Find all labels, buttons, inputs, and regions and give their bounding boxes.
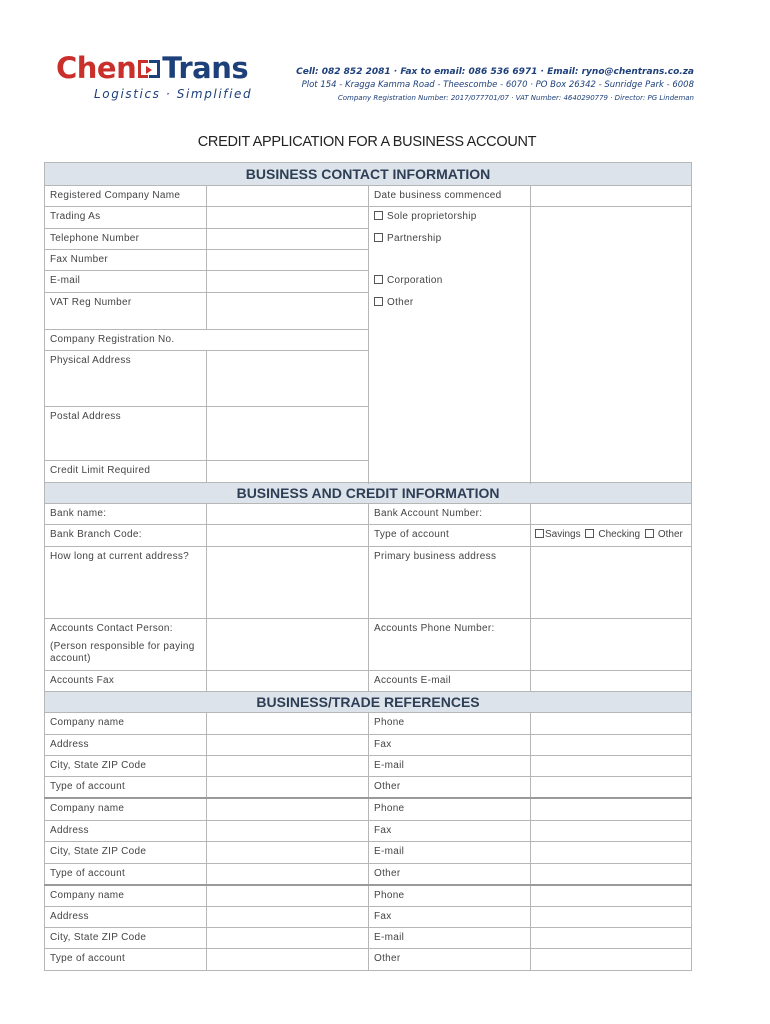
- field-ref2-company-name[interactable]: [207, 798, 369, 820]
- checkbox-icon[interactable]: [374, 297, 383, 306]
- contact-line-3: Company Registration Number: 2017/077701/07 · VAT Number: 4640290779 · Director: PG Lindeman: [337, 94, 694, 102]
- field-ref3-fax[interactable]: [531, 907, 692, 928]
- checkbox-checking-icon[interactable]: [585, 529, 594, 538]
- field-ref3-address[interactable]: [207, 907, 369, 928]
- credit-application-form: [44, 162, 692, 971]
- field-account-type-options[interactable]: Savings Checking Other: [531, 525, 692, 547]
- label-registered-company-name: Registered Company Name: [45, 186, 207, 207]
- label-ref2-company-name: Company name: [45, 798, 207, 820]
- field-ref2-type[interactable]: [207, 863, 369, 885]
- checkbox-icon[interactable]: [374, 275, 383, 284]
- arrow-box-logo-icon: [137, 58, 161, 80]
- label-ref3-other: Other: [369, 949, 531, 971]
- field-ref1-fax[interactable]: [531, 735, 692, 756]
- label-type-of-account: Type of account: [369, 525, 531, 547]
- field-primary-business-address[interactable]: [531, 547, 692, 619]
- field-bank-name[interactable]: [207, 504, 369, 525]
- label-ref3-city: City, State ZIP Code: [45, 928, 207, 949]
- logo-text-chen: Chen: [56, 51, 137, 85]
- option-partnership[interactable]: Partnership: [369, 229, 531, 250]
- contact-details: [296, 66, 694, 105]
- label-bank-branch-code: Bank Branch Code:: [45, 525, 207, 547]
- field-bank-branch-code[interactable]: [207, 525, 369, 547]
- field-ref3-company-name[interactable]: [207, 885, 369, 907]
- field-postal-address[interactable]: [207, 407, 369, 461]
- label-accounts-contact-person: Accounts Contact Person: (Person responsible for paying account): [45, 619, 207, 671]
- note-person-responsible: (Person responsible for paying account): [50, 641, 195, 664]
- field-ref1-email[interactable]: [531, 756, 692, 777]
- label-ref1-other: Other: [369, 777, 531, 799]
- label-credit-limit-required: Credit Limit Required: [45, 461, 207, 483]
- contact-line-2: Plot 154 - Kragga Kamma Road - Theescombe - 6070 · PO Box 26342 - Sunridge Park - 6008: [301, 80, 694, 90]
- field-accounts-phone-number[interactable]: [531, 619, 692, 671]
- field-ref1-type[interactable]: [207, 777, 369, 799]
- label-ref3-company-name: Company name: [45, 885, 207, 907]
- field-email[interactable]: [207, 271, 369, 293]
- option-sole-proprietorship[interactable]: Sole proprietorship: [369, 207, 531, 229]
- label-telephone-number: Telephone Number: [45, 229, 207, 250]
- label-ref3-address: Address: [45, 907, 207, 928]
- label-bank-account-number: Bank Account Number:: [369, 504, 531, 525]
- logo-tagline: Logistics · Simplified: [94, 87, 253, 101]
- label-accounts-phone-number: Accounts Phone Number:: [369, 619, 531, 671]
- field-physical-address[interactable]: [207, 351, 369, 407]
- label-ref3-fax: Fax: [369, 907, 531, 928]
- label-ref1-email: E-mail: [369, 756, 531, 777]
- label-ref2-city: City, State ZIP Code: [45, 841, 207, 863]
- field-accounts-fax[interactable]: [207, 671, 369, 692]
- label-bank-name: Bank name:: [45, 504, 207, 525]
- label-ref1-fax: Fax: [369, 735, 531, 756]
- contact-line-1: Cell: 082 852 2081 · Fax to email: 086 536 6971 · Email: ryno@chentrans.co.za: [296, 67, 694, 77]
- label-primary-business-address: Primary business address: [369, 547, 531, 619]
- label-ref3-type: Type of account: [45, 949, 207, 971]
- letterhead: [0, 0, 770, 120]
- label-ref1-type: Type of account: [45, 777, 207, 799]
- label-ref2-type: Type of account: [45, 863, 207, 885]
- label-ref3-phone: Phone: [369, 885, 531, 907]
- section-heading-contact: BUSINESS CONTACT INFORMATION: [45, 163, 692, 186]
- field-ref1-other[interactable]: [531, 777, 692, 799]
- field-accounts-contact-person[interactable]: [207, 619, 369, 671]
- field-date-business-commenced[interactable]: [531, 186, 692, 207]
- label-ref2-address: Address: [45, 820, 207, 841]
- field-ref1-phone[interactable]: [531, 713, 692, 735]
- field-ref2-city[interactable]: [207, 841, 369, 863]
- field-ref2-fax[interactable]: [531, 820, 692, 841]
- label-accounts-fax: Accounts Fax: [45, 671, 207, 692]
- label-fax-number: Fax Number: [45, 250, 207, 271]
- field-credit-limit-required[interactable]: [207, 461, 369, 483]
- label-physical-address: Physical Address: [45, 351, 207, 407]
- label-date-business-commenced: Date business commenced: [369, 186, 531, 207]
- field-ref2-address[interactable]: [207, 820, 369, 841]
- label-ref2-email: E-mail: [369, 841, 531, 863]
- label-accounts-email: Accounts E-mail: [369, 671, 531, 692]
- document-title: CREDIT APPLICATION FOR A BUSINESS ACCOUNT: [197, 134, 537, 150]
- field-trading-as[interactable]: [207, 207, 369, 229]
- field-ref3-type[interactable]: [207, 949, 369, 971]
- field-ref1-city[interactable]: [207, 756, 369, 777]
- field-ref3-email[interactable]: [531, 928, 692, 949]
- label-ref1-city: City, State ZIP Code: [45, 756, 207, 777]
- section-heading-references: BUSINESS/TRADE REFERENCES: [45, 692, 692, 713]
- field-accounts-email[interactable]: [531, 671, 692, 692]
- checkbox-savings-icon[interactable]: [535, 529, 544, 538]
- label-ref2-other: Other: [369, 863, 531, 885]
- label-ref1-company-name: Company name: [45, 713, 207, 735]
- option-corporation[interactable]: Corporation: [369, 271, 531, 293]
- checkbox-icon[interactable]: [374, 211, 383, 220]
- field-business-type-notes[interactable]: [531, 207, 692, 483]
- field-ref2-phone[interactable]: [531, 798, 692, 820]
- field-registered-company-name[interactable]: [207, 186, 369, 207]
- field-ref2-email[interactable]: [531, 841, 692, 863]
- option-other[interactable]: Other: [369, 293, 531, 483]
- field-fax-number[interactable]: [207, 250, 369, 271]
- section-heading-credit: BUSINESS AND CREDIT INFORMATION: [45, 483, 692, 504]
- option-spacer: [369, 250, 531, 271]
- field-ref3-city[interactable]: [207, 928, 369, 949]
- label-ref2-phone: Phone: [369, 798, 531, 820]
- field-ref1-address[interactable]: [207, 735, 369, 756]
- field-ref1-company-name[interactable]: [207, 713, 369, 735]
- field-telephone-number[interactable]: [207, 229, 369, 250]
- label-ref1-phone: Phone: [369, 713, 531, 735]
- company-logo: [56, 52, 252, 101]
- label-email: E-mail: [45, 271, 207, 293]
- field-bank-account-number[interactable]: [531, 504, 692, 525]
- logo-text-trans: Trans: [162, 51, 249, 85]
- field-vat-reg-number[interactable]: [207, 293, 369, 330]
- field-ref3-phone[interactable]: [531, 885, 692, 907]
- field-ref3-other[interactable]: [531, 949, 692, 971]
- label-company-registration-no: Company Registration No.: [45, 330, 369, 351]
- label-ref1-address: Address: [45, 735, 207, 756]
- checkbox-other-icon[interactable]: [645, 529, 654, 538]
- label-how-long-at-address: How long at current address?: [45, 547, 207, 619]
- checkbox-icon[interactable]: [374, 233, 383, 242]
- label-ref3-email: E-mail: [369, 928, 531, 949]
- field-ref2-other[interactable]: [531, 863, 692, 885]
- label-postal-address: Postal Address: [45, 407, 207, 461]
- field-how-long-at-address[interactable]: [207, 547, 369, 619]
- label-ref2-fax: Fax: [369, 820, 531, 841]
- label-vat-reg-number: VAT Reg Number: [45, 293, 207, 330]
- label-trading-as: Trading As: [45, 207, 207, 229]
